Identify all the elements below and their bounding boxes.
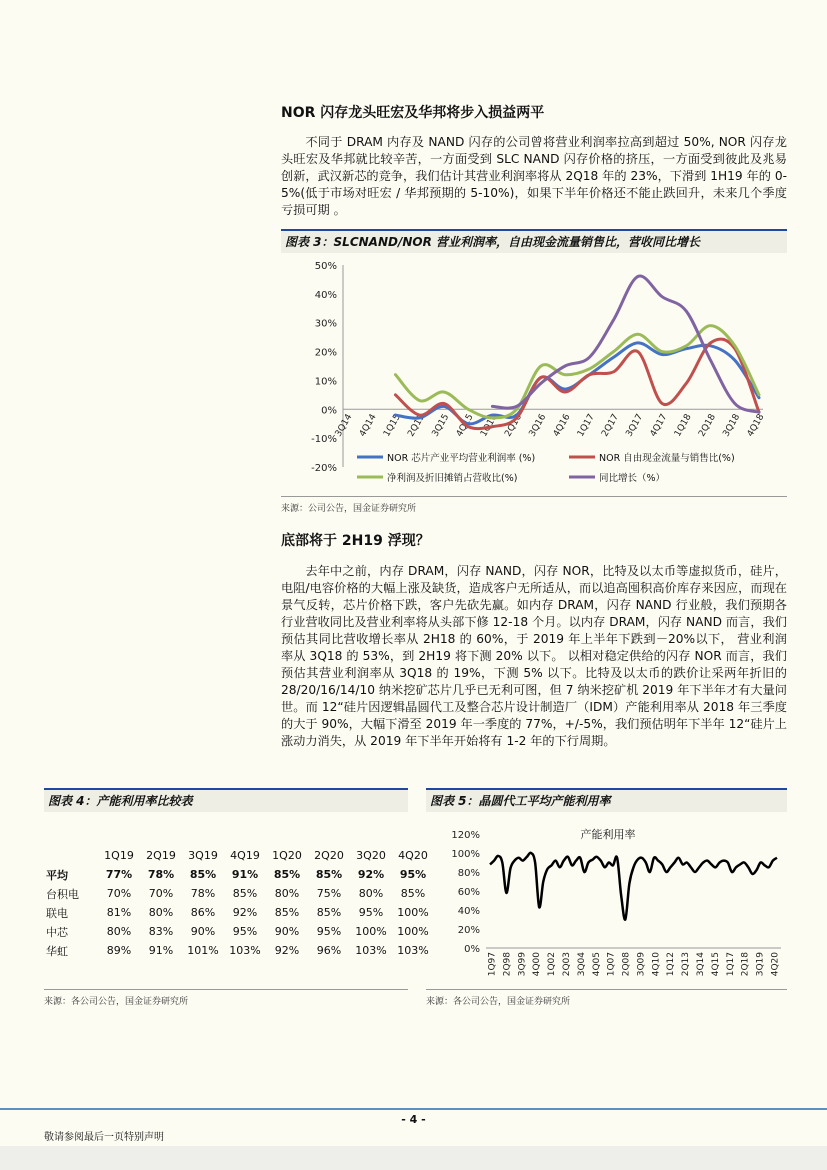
x-tick-label: 1Q17 [576, 412, 597, 439]
legend-label: NOR 自由现金流量与销售比(%) [599, 453, 735, 464]
x-tick-label: 1Q12 [666, 952, 677, 977]
table-cell: 85% [400, 887, 426, 900]
section-1-text: 不同于 DRAM 内存及 NAND 闪存的公司曾将营业利润率拉高到超过 50%, NOR 闪存龙头旺宏及华邦就比较辛苦，一方面受到 SLC NAND 闪存价格的挤压，一方面受到彼此及兆易创新，武汉新芯的竞争，我们估计其营业利润率将从 2Q18 年的 23%，下滑到 1H19 年的 0-5%(低于市场对旺宏 / 华邦预期的 5-10%)，如果下半年价格还不能止跌回升，未来几个季度亏损可期 。 [281, 135, 787, 217]
table-cell: 70% [148, 887, 174, 900]
table-cell: 100% [397, 925, 429, 938]
table-row [46, 941, 434, 960]
table-cell: 85% [315, 868, 343, 881]
section-1-paragraph [281, 134, 787, 219]
section-2-text: 去年中之前，内存 DRAM，闪存 NAND，闪存 NOR，比特及以太币等虚拟货币，硅片，电阻/电容价格的大幅上涨及缺货，造成客户无所适从，而以追高囤积高价库存来因应，而现在景气反转，芯片价格下跌，客户先砍先赢。如内存 DRAM，闪存 NAND 行业般，我们预期各行业营收同比及营业利率将从头部下修 12-18 个月。以内存 DRAM，闪存 NAND 而言，我们预估其同比营收增长率从 2H18 的 60%，于 2019 年上半年下跌到－20%以下， 营业利润率从 3Q18 的 53%，到 2H19 将下测 20% 以下。 以相对稳定供给的闪存 NOR 而言，我们预估其营业利润率从 3Q18 的 19%，下测 5% 以下。比特及以太币的跌价让采两年折旧的 28/20/16/14/10 纳米挖矿芯片几乎已无利可图，但 7 纳米挖矿机 2019 年下半年才有大量问世。而 12“硅片因逻辑晶圆代工及整合芯片设计制造厂（IDM）产能利用率从 2018 年三季度的大于 90%，大幅下滑至 2019 年一季度的 77%，+/-5%，我们预估明年下半年 12“硅片上涨动力消失，从 2019 年下半年开始将有 1-2 年的下行周期。 [281, 564, 787, 748]
table-cell: 85% [232, 887, 258, 900]
x-tick-label: 3Q04 [576, 952, 587, 977]
y-tick-label: 30% [314, 318, 337, 330]
x-tick-label: 3Q14 [333, 412, 355, 439]
legend-label: 同比增长（%） [599, 473, 666, 484]
table-cell: 95% [232, 925, 258, 938]
table-cell: 91% [148, 944, 174, 957]
table-row-label: 华虹 [46, 944, 68, 958]
table-cell: 80% [274, 887, 300, 900]
series-line [395, 326, 759, 418]
table-row-label: 平均 [46, 868, 68, 882]
table-row-label: 联电 [46, 906, 68, 920]
chart-title: 产能利用率 [580, 828, 636, 841]
table-row-label: 中芯 [46, 925, 68, 939]
y-tick-label: -10% [311, 434, 337, 446]
x-tick-label: 3Q19 [755, 952, 766, 977]
y-tick-label: 40% [314, 289, 337, 301]
table-header-cell: 4Q19 [230, 849, 260, 862]
x-tick-label: 3Q18 [721, 412, 743, 439]
utilization-table [46, 846, 434, 960]
x-tick-label: 2Q98 [502, 952, 513, 977]
table-cell: 101% [187, 944, 219, 957]
table-header-cell: 1Q20 [272, 849, 302, 862]
x-tick-label: 2Q03 [561, 952, 572, 977]
legend-label: 净利润及折旧摊销占营收比(%) [387, 473, 518, 484]
y-tick-label: -20% [311, 463, 337, 474]
table-header-cell: 2Q19 [146, 849, 176, 862]
figure-3-source: 来源：公司公告，国金证券研究所 [281, 504, 417, 514]
table-header-row [46, 846, 434, 865]
table-cell: 91% [231, 868, 259, 881]
table-cell: 90% [190, 925, 216, 938]
table-row [46, 865, 434, 884]
x-tick-label: 4Q17 [648, 412, 670, 439]
table-row-label: 台积电 [46, 887, 79, 901]
page-number: - 4 - [401, 1113, 426, 1126]
table-cell: 83% [148, 925, 174, 938]
figure-3-divider [281, 496, 787, 497]
x-tick-label: 1Q17 [725, 952, 736, 977]
x-tick-label: 4Q15 [710, 952, 721, 977]
y-tick-label: 50% [314, 261, 337, 272]
footer-disclaimer: 敬请参阅最后一页特别声明 [44, 1132, 164, 1143]
table-header-cell: 3Q20 [356, 849, 386, 862]
table-row [46, 884, 434, 903]
table-row [46, 922, 434, 941]
x-tick-label: 1Q18 [672, 412, 694, 439]
series-line [490, 853, 777, 920]
table-header-cell: 1Q19 [104, 849, 134, 862]
figure-5-source: 来源：各公司公告，国金证券研究所 [426, 997, 571, 1007]
figure-5-chart [426, 820, 787, 988]
table-cell: 103% [355, 944, 387, 957]
table-header-cell: 2Q20 [314, 849, 344, 862]
table-cell: 100% [355, 925, 387, 938]
table-cell: 80% [106, 925, 132, 938]
y-tick-label: 0% [321, 405, 337, 417]
y-tick-label: 100% [451, 849, 480, 860]
section-2-paragraph [281, 563, 787, 750]
x-tick-label: 1Q97 [487, 952, 498, 977]
section-1-title: NOR 闪存龙头旺宏及华邦将步入损益两平 [281, 105, 545, 121]
table-cell: 90% [274, 925, 300, 938]
table-header-cell: 4Q20 [398, 849, 428, 862]
x-tick-label: 1Q02 [547, 952, 558, 977]
table-cell: 92% [357, 868, 385, 881]
x-tick-label: 2Q08 [621, 952, 632, 977]
x-tick-label: 3Q09 [636, 952, 647, 977]
x-tick-label: 3Q15 [430, 412, 452, 439]
table-cell: 96% [316, 944, 342, 957]
table-row [46, 903, 434, 922]
table-cell: 75% [316, 887, 342, 900]
table-cell: 95% [358, 906, 384, 919]
x-tick-label: 4Q16 [551, 412, 573, 439]
x-tick-label: 1Q16 [479, 412, 500, 439]
x-tick-label: 3Q16 [527, 412, 549, 439]
footer-band [0, 1146, 827, 1170]
y-tick-label: 20% [457, 925, 480, 936]
figure-3-title: 图表 3：SLCNAND/NOR 营业利润率，自由现金流量销售比，营收同比增长 [281, 229, 787, 253]
table-cell: 70% [106, 887, 132, 900]
y-tick-label: 0% [464, 944, 480, 955]
x-tick-label: 2Q18 [740, 952, 751, 977]
table-cell: 86% [190, 906, 216, 919]
table-cell: 85% [274, 906, 300, 919]
x-tick-label: 2Q16 [503, 412, 525, 439]
legend-label: NOR 芯片产业平均营业利润率 (%) [387, 453, 536, 464]
y-tick-label: 40% [457, 906, 480, 917]
y-tick-label: 120% [451, 830, 480, 841]
x-tick-label: 4Q18 [745, 412, 767, 439]
x-tick-label: 1Q07 [606, 952, 617, 977]
x-tick-label: 3Q99 [517, 952, 528, 977]
x-tick-label: 3Q14 [696, 952, 707, 977]
x-tick-label: 2Q13 [681, 952, 692, 977]
series-line [492, 276, 759, 412]
table-cell: 92% [232, 906, 258, 919]
x-tick-label: 4Q15 [454, 412, 476, 439]
table-cell: 89% [106, 944, 132, 957]
y-tick-label: 20% [314, 347, 337, 359]
series-line [395, 339, 759, 429]
table-cell: 85% [316, 906, 342, 919]
x-tick-label: 3Q17 [624, 412, 646, 439]
table-cell: 92% [274, 944, 300, 957]
x-tick-label: 2Q17 [600, 412, 622, 439]
table-cell: 78% [147, 868, 175, 881]
y-tick-label: 60% [457, 887, 480, 898]
figure-5-divider [426, 989, 787, 990]
table-cell: 80% [358, 887, 384, 900]
figure-4-source: 来源：各公司公告，国金证券研究所 [44, 997, 189, 1007]
table-cell: 78% [190, 887, 216, 900]
table-cell: 85% [189, 868, 217, 881]
table-cell: 95% [316, 925, 342, 938]
x-tick-label: 4Q00 [532, 952, 543, 977]
table-cell: 95% [399, 868, 427, 881]
footer-rule [0, 1108, 827, 1110]
table-cell: 80% [148, 906, 174, 919]
section-2-title: 底部将于 2H19 浮现？ [281, 533, 430, 549]
x-tick-label: 2Q15 [406, 412, 428, 439]
table-header-cell: 3Q19 [188, 849, 218, 862]
x-tick-label: 4Q10 [651, 952, 662, 977]
figure-5-title: 图表 5：晶圆代工平均产能利用率 [426, 788, 787, 812]
table-cell: 81% [106, 906, 132, 919]
table-cell: 85% [273, 868, 301, 881]
figure-4-title: 图表 4：产能利用率比较表 [44, 788, 408, 812]
figure-3-chart [281, 255, 787, 493]
x-tick-label: 4Q20 [770, 952, 781, 977]
x-tick-label: 4Q14 [357, 412, 379, 439]
y-tick-label: 10% [314, 376, 337, 388]
x-tick-label: 4Q05 [591, 952, 602, 977]
table-cell: 77% [105, 868, 133, 881]
y-tick-label: 80% [457, 868, 480, 879]
x-tick-label: 1Q15 [382, 412, 403, 439]
table-cell: 103% [397, 944, 429, 957]
x-tick-label: 2Q18 [697, 412, 718, 439]
table-cell: 103% [229, 944, 261, 957]
figure-4-divider [44, 989, 408, 990]
table-cell: 100% [397, 906, 429, 919]
